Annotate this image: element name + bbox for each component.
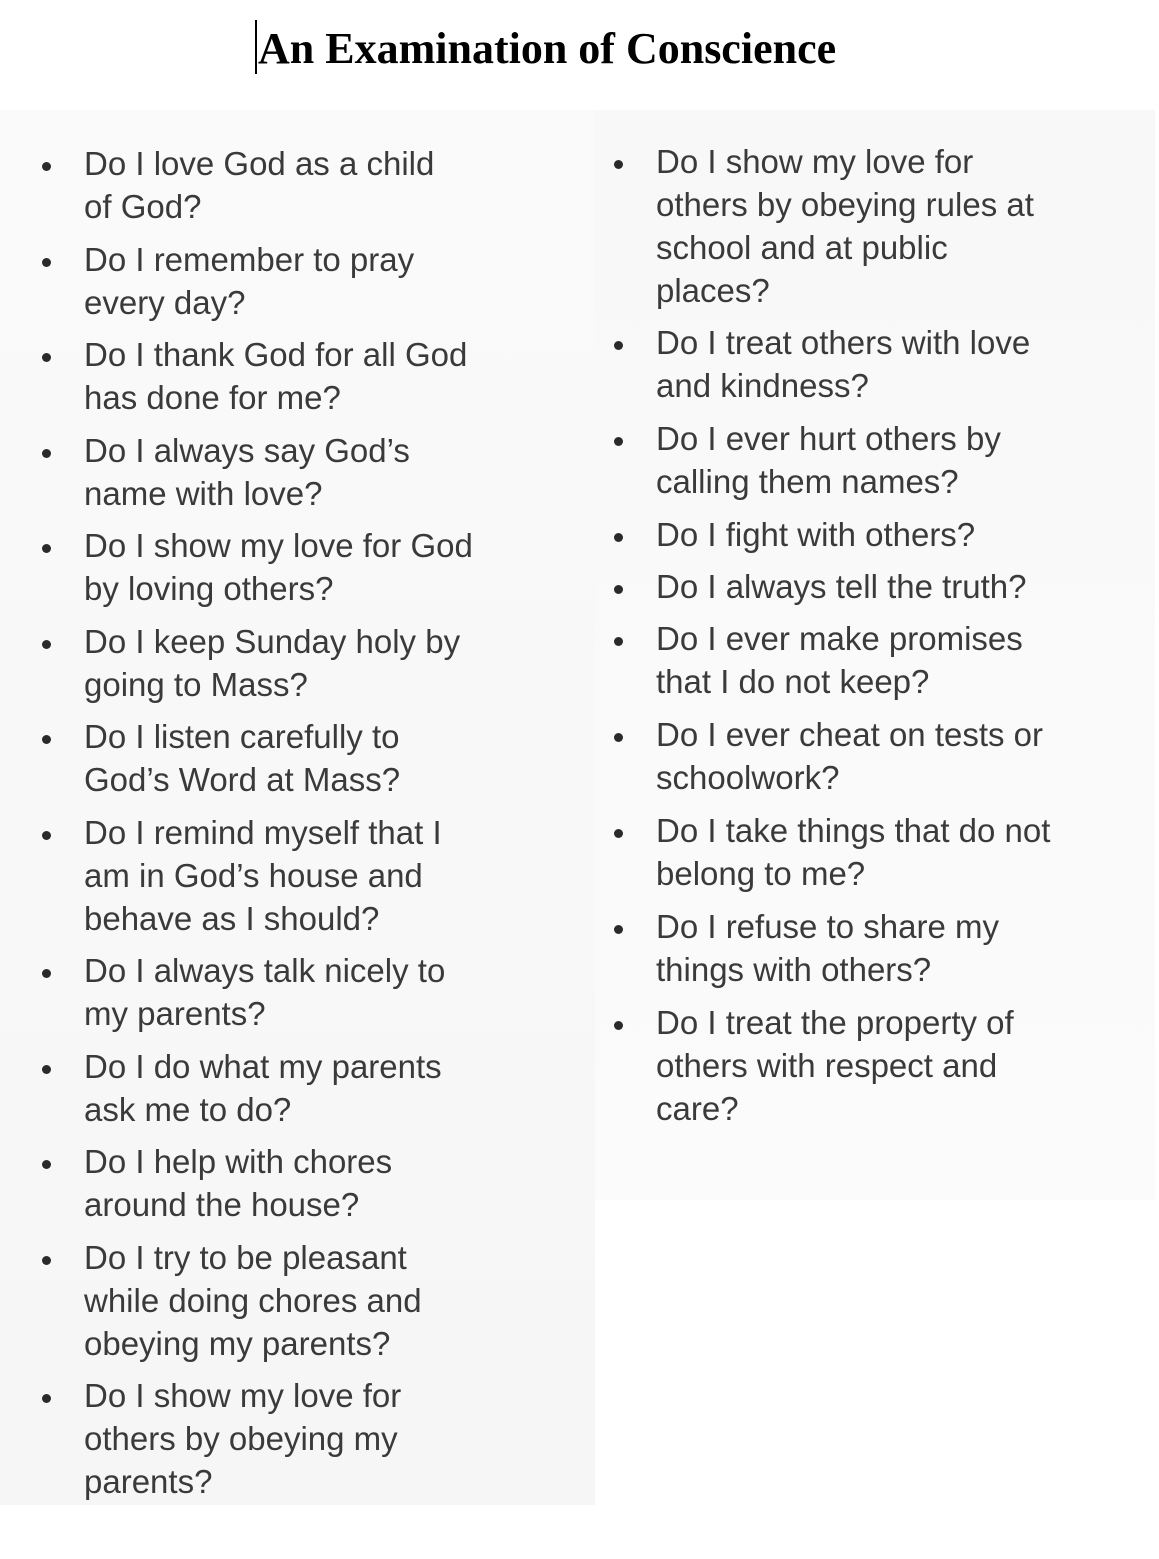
list-item [42, 1374, 562, 1513]
bullet-icon [42, 162, 51, 171]
question-text: Do I ever cheat on tests or schoolwork? [656, 716, 1044, 796]
list-item [42, 1045, 562, 1141]
question-text: Do I listen carefully to God’s Word at Mass? [84, 718, 401, 798]
list-item [614, 617, 1134, 713]
list-item [42, 715, 562, 811]
bullet-icon [42, 1160, 51, 1169]
bullet-icon [42, 1394, 51, 1403]
bullet-icon [614, 585, 623, 594]
bullet-icon [42, 449, 51, 458]
list-item [614, 321, 1134, 417]
bullet-icon [42, 969, 51, 978]
bullet-icon [614, 1021, 623, 1030]
question-text: Do I thank God for all God has done for me? [84, 336, 468, 416]
question-text: Do I try to be pleasant while doing chores and obeying my parents? [84, 1238, 422, 1362]
list-item [42, 1236, 562, 1375]
bullet-icon [42, 735, 51, 744]
question-text: Do I ever hurt others by calling them names? [656, 420, 1001, 500]
question-text: Do I remember to pray every day? [84, 240, 415, 321]
bullet-icon [42, 1256, 51, 1265]
question-text: Do I refuse to share my things with others? [656, 908, 999, 988]
list-item [42, 1140, 562, 1236]
list-item [614, 809, 1134, 905]
bullet-icon [42, 353, 51, 362]
question-text: Do I always tell the truth? [656, 568, 1027, 605]
list-item [42, 524, 562, 620]
list-item [42, 238, 562, 334]
left-question-list [42, 142, 562, 1513]
bullet-icon [42, 831, 51, 840]
list-item [42, 811, 562, 950]
bullet-icon [614, 160, 623, 169]
bullet-icon [614, 637, 623, 646]
list-item [614, 713, 1134, 809]
question-text: Do I show my love for God by loving others? [84, 527, 473, 607]
bullet-icon [614, 533, 623, 542]
bullet-icon [614, 925, 623, 934]
page-title: An Examination of Conscience [258, 24, 837, 73]
list-item [42, 333, 562, 429]
question-text: Do I always say God’s name with love? [84, 431, 410, 512]
question-text: Do I treat the property of others with respect and care? [656, 1004, 1014, 1127]
list-item [614, 513, 1134, 565]
question-text: Do I help with chores around the house? [84, 1143, 393, 1223]
question-text: Do I fight with others? [656, 516, 976, 553]
list-item [614, 417, 1134, 513]
question-text: Do I show my love for others by obeying rules at school and at public places? [656, 143, 1034, 309]
bullet-icon [614, 437, 623, 446]
list-item [42, 949, 562, 1045]
bullet-icon [42, 544, 51, 553]
question-text: Do I keep Sunday holy by going to Mass? [84, 622, 461, 703]
list-item [614, 140, 1134, 321]
bullet-icon [42, 258, 51, 267]
list-item [614, 1001, 1134, 1140]
list-item [614, 565, 1134, 617]
question-text: Do I take things that do not belong to me? [656, 812, 1051, 892]
list-item [42, 620, 562, 716]
question-text: Do I love God as a child of God? [84, 145, 435, 225]
bullet-icon [614, 341, 623, 350]
bullet-icon [614, 733, 623, 742]
right-question-list [614, 140, 1134, 1140]
bullet-icon [42, 1065, 51, 1074]
bullet-icon [42, 640, 51, 649]
list-item [42, 142, 562, 238]
list-item [42, 429, 562, 525]
list-item [614, 905, 1134, 1001]
question-text: Do I remind myself that I am in God’s house and behave as I should? [84, 813, 442, 937]
question-text: Do I show my love for others by obeying my parents? [84, 1377, 402, 1500]
question-text: Do I do what my parents ask me to do? [84, 1047, 442, 1128]
question-text: Do I always talk nicely to my parents? [84, 952, 446, 1032]
text-cursor [255, 20, 257, 74]
question-text: Do I ever make promises that I do not keep? [656, 620, 1023, 700]
question-text: Do I treat others with love and kindness? [656, 324, 1031, 404]
bullet-icon [614, 829, 623, 838]
